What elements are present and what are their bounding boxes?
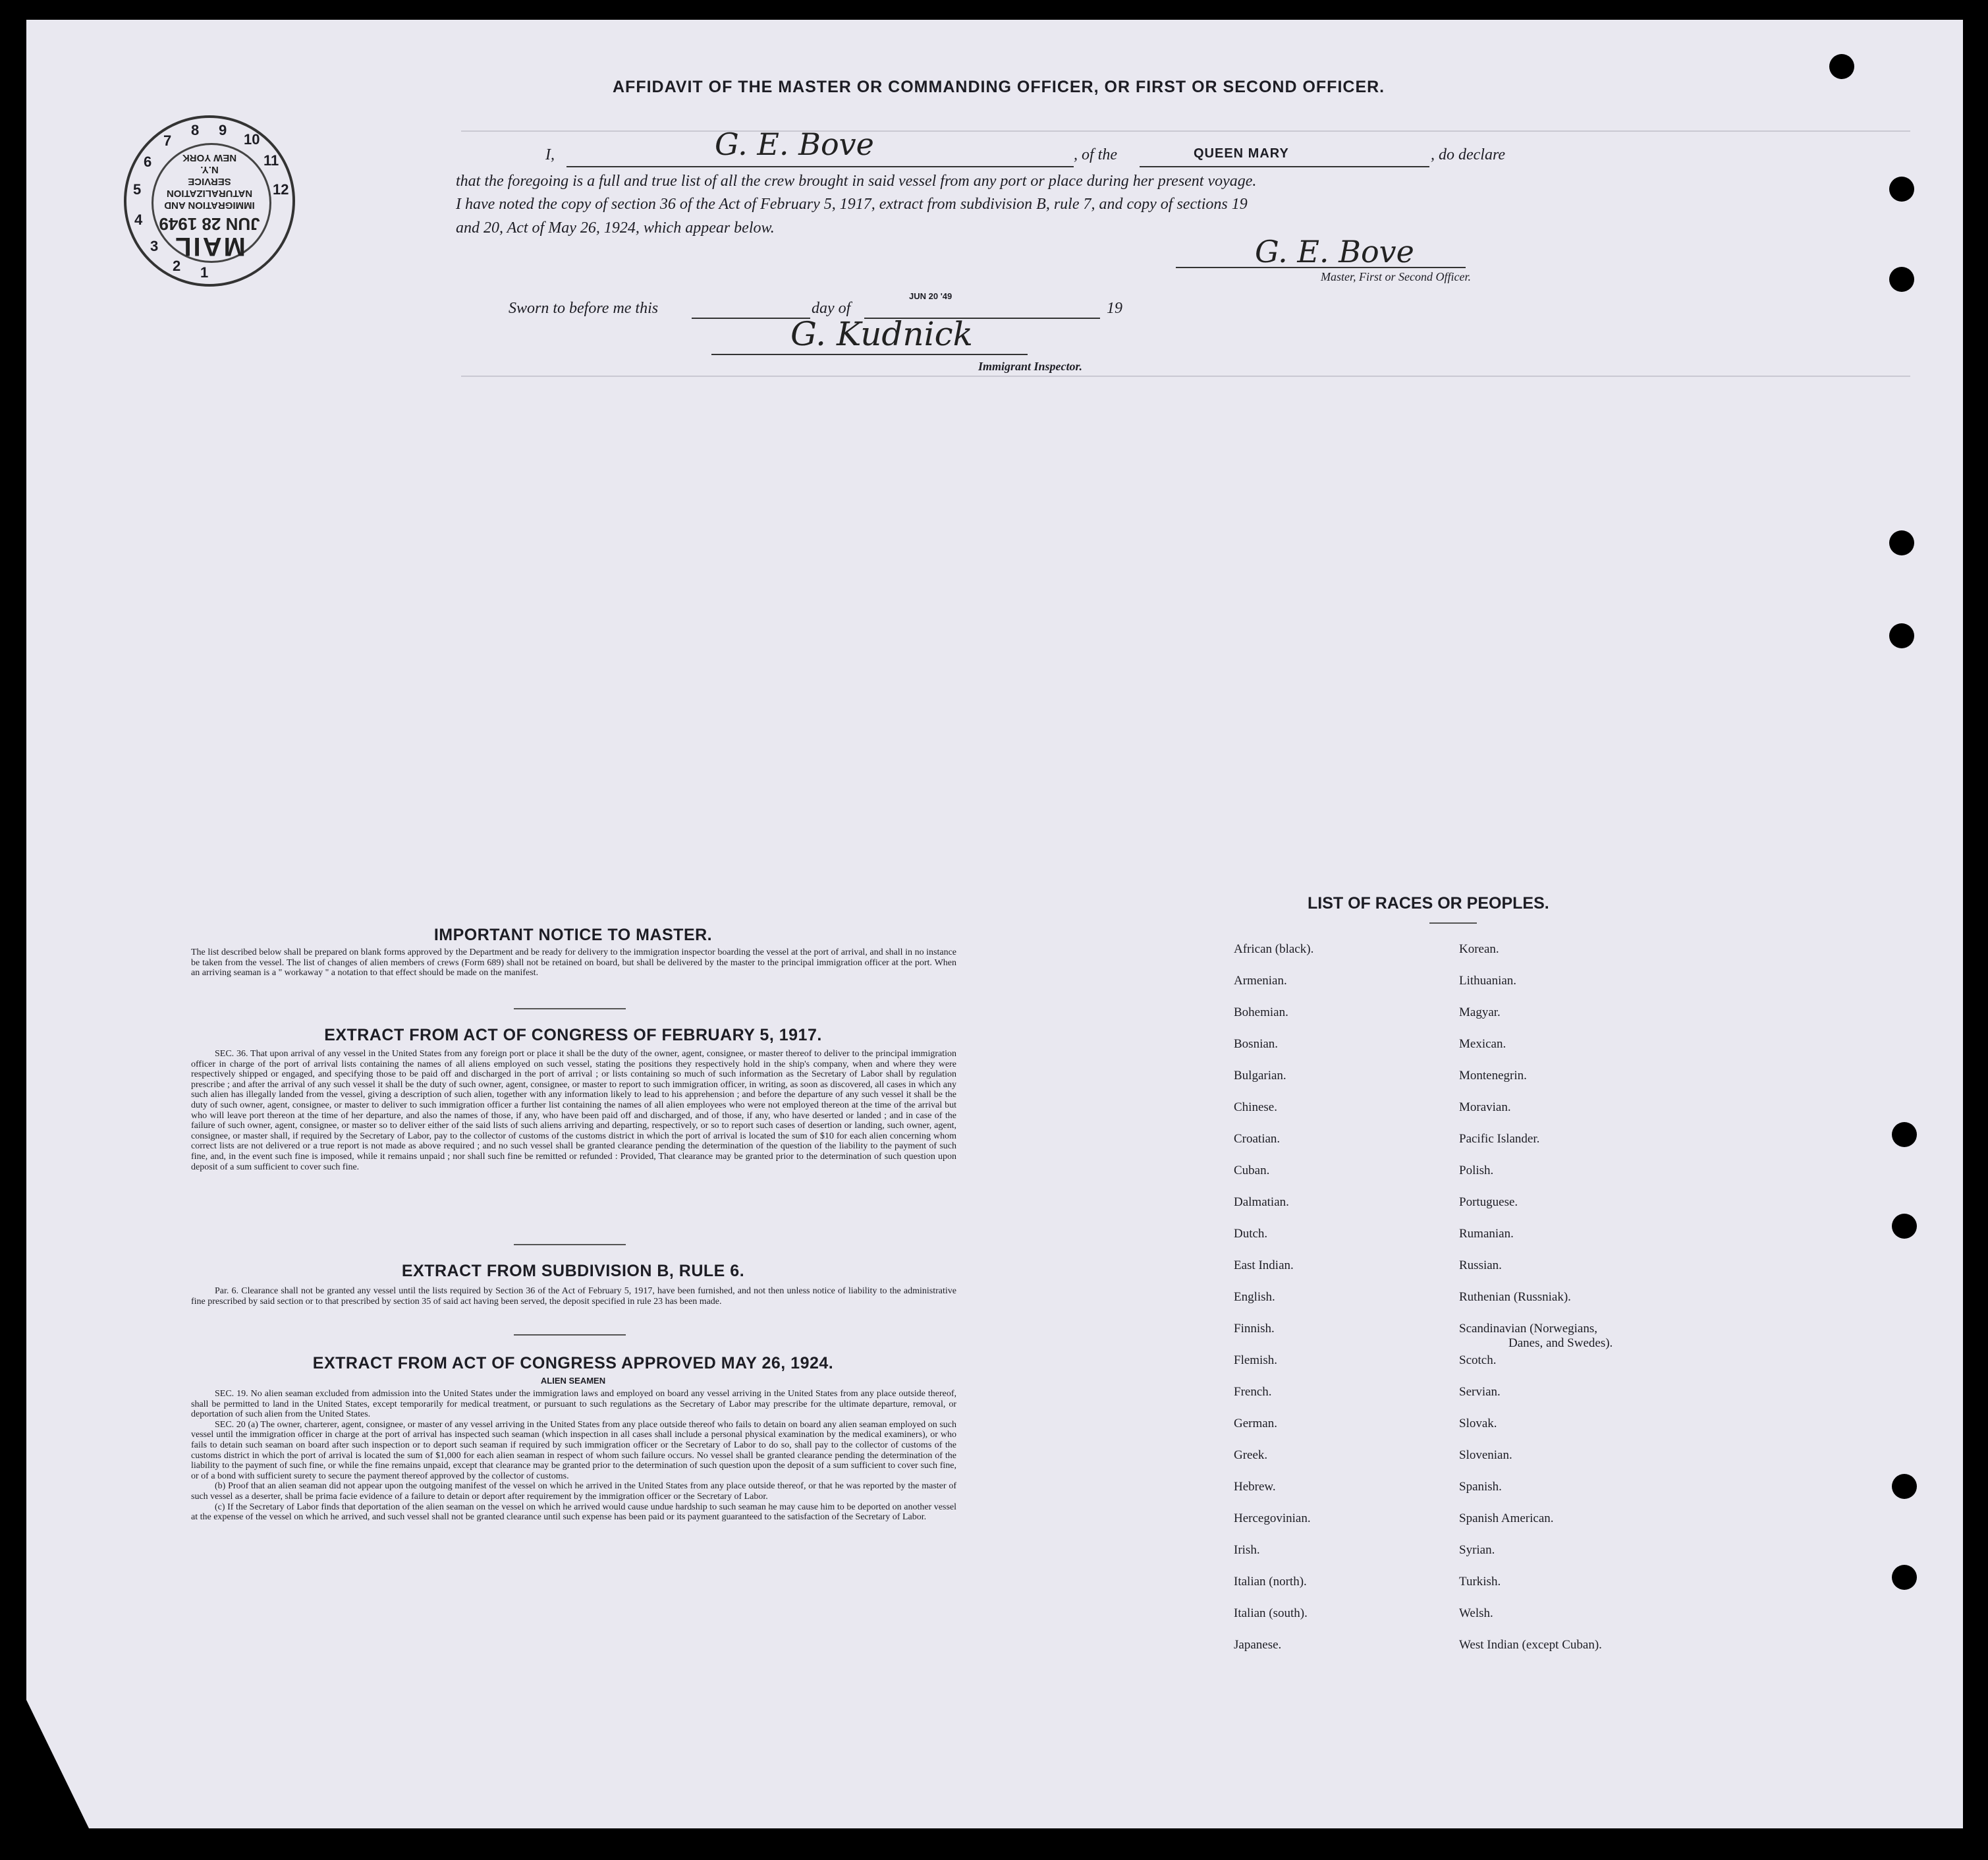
- race-left-item: French.: [1234, 1385, 1272, 1399]
- sec-20a-text: SEC. 20 (a) The owner, charterer, agent, consignee, or master of any vessel arriving in the United States from any place outside thereof who fails to detain on board any alien seaman employed on such vessel until the immigration officer in charge at the port of arrival has inspected such seaman (which inspection in all cases shall include a personal physical examination by the medical examiners), or who fails to detain such seaman on board after such inspection or to deport such seaman if required by such immigration officer or the Secretary of Labor to do so, shall pay to the collector of customs of the customs district in which the port of arrival is located the sum of $1,000 for each alien seaman in respect of whom such failure occurs. No vessel shall be granted clearance pending the determination of the liability to the payment of such fine, or while the fine remains unpaid, except that clearance may be granted prior to the determination of such question upon the deposit of a sum sufficient to cover such fine, or of a bond with sufficient surety to secure the payment thereof approved by the collector of customs.: [191, 1419, 956, 1481]
- race-right-item: West Indian (except Cuban).: [1459, 1638, 1602, 1652]
- stamp-digit: 12: [273, 181, 289, 198]
- race-left-item: Croatian.: [1234, 1132, 1281, 1146]
- affidavit-statement-line: and 20, Act of May 26, 1924, which appear below.: [456, 219, 775, 237]
- sworn-year: 19: [1107, 300, 1122, 317]
- race-right-item: Russian.: [1459, 1258, 1502, 1272]
- stamp-digit: 10: [244, 131, 260, 148]
- race-left-item: Dutch.: [1234, 1227, 1268, 1241]
- race-right-item: Ruthenian (Russniak).: [1459, 1290, 1571, 1304]
- race-left-item: English.: [1234, 1290, 1275, 1304]
- race-right-item: Portuguese.: [1459, 1195, 1518, 1209]
- punch-hole: [1889, 530, 1914, 555]
- section-divider: [514, 1334, 626, 1336]
- race-left-item: Bulgarian.: [1234, 1069, 1286, 1083]
- signer-name-signature: G. E. Bove: [715, 127, 874, 162]
- extract-1924-title: EXTRACT FROM ACT OF CONGRESS APPROVED MAY 26, 1924.: [312, 1354, 834, 1372]
- race-left-item: Japanese.: [1234, 1638, 1282, 1652]
- race-right-item: Montenegrin.: [1459, 1069, 1527, 1083]
- race-right-item: Korean.: [1459, 942, 1499, 956]
- race-left-item: Cuban.: [1234, 1164, 1270, 1177]
- stamp-digit: 1: [200, 264, 209, 281]
- affidavit-do-declare: , do declare: [1431, 146, 1506, 163]
- race-right-item: Mexican.: [1459, 1037, 1506, 1051]
- race-left-item: Hebrew.: [1234, 1480, 1276, 1494]
- race-left-item: Armenian.: [1234, 974, 1287, 988]
- vessel-name: QUEEN MARY: [1194, 146, 1289, 161]
- affidavit-title: AFFIDAVIT OF THE MASTER OR COMMANDING OFFICER, OR FIRST OR SECOND OFFICER.: [613, 78, 1385, 96]
- race-left-item: German.: [1234, 1417, 1277, 1430]
- punch-hole: [1892, 1565, 1917, 1590]
- mail-received-stamp: [124, 115, 295, 287]
- document-sheet: [26, 20, 1963, 1828]
- punch-hole: [1889, 177, 1914, 202]
- master-caption: Master, First or Second Officer.: [1321, 270, 1471, 283]
- extract-1924-sections: [191, 1389, 956, 1523]
- stamp-digit: 7: [163, 132, 172, 149]
- punch-hole: [1889, 267, 1914, 292]
- extract-1924-subtitle: ALIEN SEAMEN: [540, 1376, 606, 1386]
- race-left-item: Dalmatian.: [1234, 1195, 1289, 1209]
- race-right-item: Slovak.: [1459, 1417, 1497, 1430]
- race-right-item: Pacific Islander.: [1459, 1132, 1540, 1146]
- punch-hole: [1889, 623, 1914, 648]
- ghost-rule: [461, 376, 1910, 377]
- stamp-digit: 3: [150, 238, 159, 254]
- stamp-immigration: IMMIGRATION AND: [164, 200, 255, 211]
- race-right-item: Polish.: [1459, 1164, 1494, 1177]
- stamp-digit: 8: [191, 122, 200, 138]
- stamp-digit: 4: [134, 211, 143, 228]
- master-signature: G. E. Bove: [1255, 234, 1414, 269]
- punch-hole: [1892, 1214, 1917, 1239]
- race-right-item: Slovenian.: [1459, 1448, 1512, 1462]
- race-left-item: East Indian.: [1234, 1258, 1294, 1272]
- extract-1917-title: EXTRACT FROM ACT OF CONGRESS OF FEBRUARY 5, 1917.: [324, 1026, 822, 1044]
- inspector-caption: Immigrant Inspector.: [978, 360, 1083, 373]
- race-left-item: Italian (south).: [1234, 1606, 1308, 1620]
- stamp-digit: 2: [173, 258, 181, 274]
- race-left-item: Finnish.: [1234, 1322, 1275, 1336]
- race-right-item: Welsh.: [1459, 1606, 1493, 1620]
- stamp-state: N.Y.: [200, 164, 219, 175]
- stamp-service: SERVICE: [188, 176, 231, 187]
- race-right-item: Lithuanian.: [1459, 974, 1517, 988]
- sec-20c-text: (c) If the Secretary of Labor finds that deportation of the alien seaman on the vessel on which he arrived would cause undue hardship to such seaman he may cause him to be deported on another vessel at the expense of the vessel on which he arrived, and such vessel shall not be granted clearance until such expense has been paid or its payment guaranteed to the satisfaction of the Secretary of Labor.: [191, 1502, 956, 1523]
- stamp-digit: 5: [133, 181, 142, 198]
- race-right-item: Scandinavian (Norwegians,: [1459, 1322, 1597, 1336]
- stamp-naturalization: NATURALIZATION: [166, 188, 253, 199]
- punch-hole: [1892, 1474, 1917, 1499]
- stamp-word: MAIL: [173, 232, 246, 261]
- race-left-item: Greek.: [1234, 1448, 1268, 1462]
- rule-6-title: EXTRACT FROM SUBDIVISION B, RULE 6.: [401, 1262, 745, 1280]
- sworn-date-stamp: JUN 20 '49: [909, 291, 953, 301]
- extract-1917-body: SEC. 36. That upon arrival of any vessel in the United States from any foreign port or place it shall be the duty of the owner, agent, consignee, or master thereof to deliver to the principal immigration officer in charge of the port of arrival lists containing the names of all aliens employed on such vessel, stating the positions they respectively hold in the ship's company, when and where they were respectively shipped or engaged, and specifying those to be paid off and discharged in the port of arrival ; or lists containing so much of such information as the Secretary of Labor shall by regulation prescribe ; and after the arrival of any such vessel it shall be the duty of such owner, agent, consignee, or master to report to such immigration officer, in writing, as soon as discovered, all cases in which any such alien has illegally landed from the vessel, giving a description of such alien, together with any information likely to lead to his apprehension ; and before the departure of any such vessel it shall be the duty of such owner, agent, consignee, or master to deliver to such immigration officer a further list containing the names of all alien employees who were not employed thereon at the time of the arrival but who will leave port thereon at the time of her departure, and also the names of those, if any, who have been paid off and discharged, and of those, if any, who have deserted or landed ; and in case of the failure of such owner, agent, consignee, or master so to deliver either of the said lists of such aliens arriving and departing, respectively, or so to report such cases of desertion or landing, such owner, agent, consignee, or master shall, if required by the Secretary of Labor, pay to the collector of customs of the customs district in which the port of arrival is located the sum of $10 for each alien concerning whom correct lists are not delivered or a true report is not made as above required ; and no such vessel shall be granted clearance pending the determination of the question of the liability to the payment of such fine, and, in the event such fine is imposed, while it remains unpaid ; nor shall such fine be remitted or refunded : Provided, That clearance may be granted prior to the determination of such question upon deposit of a sum sufficient to cover such fine.: [191, 1049, 956, 1172]
- race-right-item: Servian.: [1459, 1385, 1501, 1399]
- inspector-signature: G. Kudnick: [790, 315, 973, 353]
- rule-6-body: Par. 6. Clearance shall not be granted any vessel until the lists required by Section 36 of the Act of February 5, 1917, have been furnished, and not then unless notice of liability to the administrative fine prescribed by said section or to that prescribed by section 35 of said act having been served, the deposit specified in rule 23 has been made.: [191, 1286, 956, 1307]
- race-left-item: Hercegovinian.: [1234, 1511, 1311, 1525]
- affidavit-statement-line: that the foregoing is a full and true list of all the crew brought in said vessel from any port or place during her present voyage.: [456, 173, 1257, 190]
- race-right-item: Turkish.: [1459, 1575, 1501, 1589]
- affidavit-of-the: , of the: [1074, 146, 1117, 163]
- section-divider: [514, 1008, 626, 1009]
- race-left-item: Bosnian.: [1234, 1037, 1279, 1051]
- races-title: LIST OF RACES OR PEOPLES.: [1308, 894, 1549, 913]
- sec-19-text: SEC. 19. No alien seaman excluded from admission into the United States under the immigration laws and employed on board any vessel arriving in the United States from any place outside thereof, shall be permitted to land in the United States, except temporarily for medical treatment, or pursuant to such regulations as the Secretary of Labor may prescribe for the ultimate departure, removal, or deportation of such alien from the United States.: [191, 1389, 956, 1420]
- races-divider: [1429, 922, 1477, 924]
- notice-title: IMPORTANT NOTICE TO MASTER.: [433, 926, 713, 944]
- stamp-digit: 11: [263, 152, 279, 169]
- sworn-day-of: day of: [812, 300, 851, 317]
- folded-corner: [26, 1700, 89, 1828]
- stamp-city: NEW YORK: [182, 152, 237, 163]
- race-right-item: Spanish American.: [1459, 1511, 1554, 1525]
- sworn-before: Sworn to before me this: [509, 300, 659, 317]
- race-right-item: Syrian.: [1459, 1543, 1495, 1557]
- stamp-digit: 6: [144, 154, 152, 170]
- race-right-item: Scotch.: [1459, 1353, 1497, 1367]
- punch-hole: [1829, 54, 1854, 79]
- stamp-date: JUN 28 1949: [159, 214, 260, 234]
- race-left-item: Irish.: [1234, 1543, 1260, 1557]
- race-left-item: African (black).: [1234, 942, 1314, 956]
- race-left-item: Flemish.: [1234, 1353, 1277, 1367]
- punch-hole: [1892, 1122, 1917, 1147]
- stamp-digit: 9: [219, 122, 227, 138]
- race-right-item: Spanish.: [1459, 1480, 1502, 1494]
- section-divider: [514, 1244, 626, 1245]
- race-left-item: Chinese.: [1234, 1100, 1277, 1114]
- race-right-item: Magyar.: [1459, 1005, 1501, 1019]
- sec-20b-text: (b) Proof that an alien seaman did not appear upon the outgoing manifest of the vessel on which he arrived in the United States from any place outside thereof, or that he was reported by the master of such vessel as a deserter, shall be prima facie evidence of a failure to detain or deport after requirement by the immigration officer or the Secretary of Labor.: [191, 1481, 956, 1502]
- race-right-item-continued: Danes, and Swedes).: [1508, 1336, 1613, 1350]
- race-right-item: Rumanian.: [1459, 1227, 1514, 1241]
- race-left-item: Bohemian.: [1234, 1005, 1288, 1019]
- affidavit-statement-line: I have noted the copy of section 36 of the Act of February 5, 1917, extract from subdivision B, rule 7, and copy of sections 19: [456, 196, 1248, 213]
- notice-body: The list described below shall be prepared on blank forms approved by the Department and be ready for delivery to the immigration inspector boarding the vessel at the port of arrival, and shall in no instance be taken from the vessel. The list of changes of alien members of crews (Form 689) shall not be retained on board, but shall be delivered by the master to the principal immigration officer at the port. When an arriving seaman is a " workaway " a notation to that effect should be made on the manifest.: [191, 947, 956, 978]
- race-right-item: Moravian.: [1459, 1100, 1511, 1114]
- race-left-item: Italian (north).: [1234, 1575, 1307, 1589]
- affidavit-intro: I,: [545, 146, 555, 163]
- ghost-rule: [461, 130, 1910, 132]
